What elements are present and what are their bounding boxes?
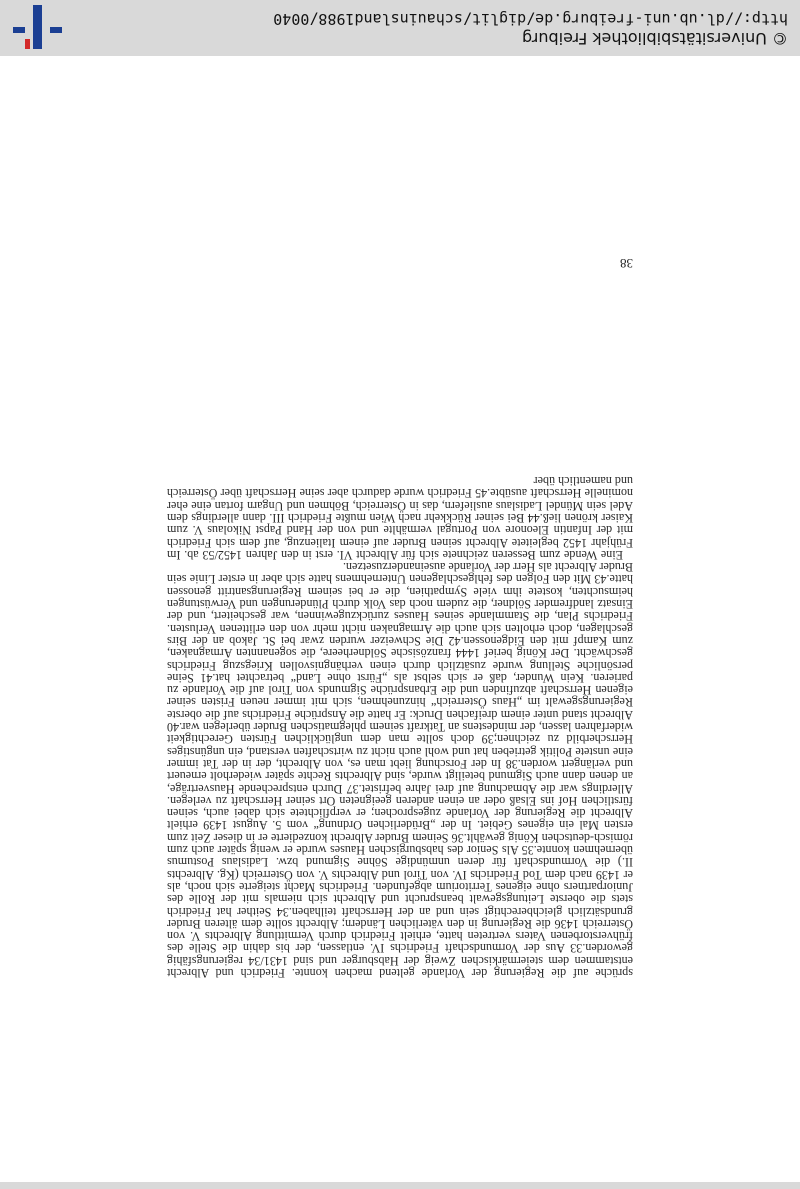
footer-credit: © Universitätsbibliothek Freiburg (521, 29, 788, 48)
paragraph: Eine Wende zum Besseren zeichnete sich für Albrecht VI. erst in den Jahren 1452/53 ab. Im Frühjahr 1452 begleitete Albrecht seinen Bruder auf einem Italienzug, auf dem sich Friedrich mit der Infantin Eleonore von Portugal vermählte und von der Hand Papst Nikolaus V. zum Kaiser krönen ließ.44 Bei seiner Rückkehr nach Wien mußte Friedrich III. dann allerdings dem Adel sein Mündel Ladislaus ausliefern, das in Österreich, Böhmen und Ungarn fortan eine eher nominelle Herrschaft ausübte.45 Friedrich wurde dadurch aber seine Herrschaft über Österreich und namentlich über (167, 474, 633, 562)
ub-freiburg-logo-icon (10, 5, 62, 49)
footer-url[interactable]: http://dl.ub.uni-freiburg.de/diglit/schauinsland1988/0040 (273, 10, 788, 28)
scan-edge (0, 1182, 800, 1189)
body-text (167, 475, 633, 979)
paragraph: sprüche auf die Regierung der Vorlande geltend machen konnte. Friedrich und Albrecht entstammen dem steiermärkischen Zweig der Habsburger und sind 1431/34 regierungsfähig geworden.33 Aus der Vormundschaft Friedrichs IV. entlassen, der bis dahin die Stelle des frühverstorbenen Vaters vertreten hatte, erhielt Friedrich durch Vermittlung Albrechts V. von Österreich 1436 die Regierung in den väterlichen Ländern; Albrecht sollte dem älteren Bruder grundsätzlich gleichberechtigt sein und an der Herrschaft teilhaben.34 Seither hat Friedrich stets die oberste Leitungsgewalt beansprucht und Albrecht sich niemals mit der Rolle des Juniorpartners ohne eigenes Territorium abgefunden. Friedrichs Macht steigerte sich noch, als er 1439 nach dem Tod Friedrichs IV. von Tirol und Albrechts V. von Österreich (Kg. Albrechts II.) die Vormundschaft für deren unmündige Söhne Sigmund bzw. Ladislaus Postumus übernehmen konnte.35 Als Senior des habsburgischen Hauses wurde er wenig später auch zum römisch-deutschen König gewählt.36 Seinem Bruder Albrecht konzedierte er in dieser Zeit zum ersten Mal ein eigenes Gebiet. In der „Brüderlichen Ordnung“ vom 5. August 1439 erhielt Albrecht die Regierung der Vorlande zugesprochen; er verpflichtete sich dabei auch, seinen fürstlichen Hof ins Elsaß oder an einen anderen geeigneten Ort seiner Herrschaft zu verlegen. Allerdings war die Abmachung auf drei Jahre befristet.37 Durch entsprechende Hausverträge, an denen dann auch Sigmund beteiligt wurde, sind Albrechts Rechte später wiederholt erneuert und verlängert worden.38 In der Forschung liebt man es, von Albrecht, der in der Tat immer eine unstete Politik getrieben hat und wohl auch nicht zu wirtschaften verstand, ein ungünstiges Herrscherbild zu zeichnen;39 doch sollte man dem unglücklichen Fürsten Gerechtigkeit widerfahren lassen, der mindestens an Tatkraft seinem phlegmatischen Bruder überlegen war.40 Albrecht stand unter einem dreifachen Druck: Er hatte die Ansprüche Friedrichs auf die oberste Regierungsgewalt im „Haus Österreich“ hinzunehmen, sich mit immer neuen Fristen seiner eigenen Herrschaft abzufinden und die Erbansprüche Sigmunds von Tirol auf die Vorlande zu parieren. Kein Wunder, daß er sich selbst als „Fürst ohne Land“ betrachtet hat.41 Seine persönliche Stellung wurde zusätzlich durch einen verhängnisvollen Kriegszug Friedrichs geschwächt. Der König berief 1444 französische Söldnerheere, die sogenannten Armagnaken, zum Kampf mit den Eidgenossen.42 Die Schweizer wurden zwar bei St. Jakob an der Birs geschlagen, doch erholten sich auch die Armagnaken nicht mehr von den erlittenen Verlusten. Friedrichs Plan, die Stammlande seines Hauses zurückzugewinnen, war gescheitert, und der Einsatz landfremder Söldner, die zudem noch das Volk durch Plünderungen und Verwüstungen heimsuchten, kostete ihm viele Sympathien, die er bei seinem Regierungsantritt genossen hatte.43 Mit den Folgen des fehlgeschlagenen Unternehmens hatte sich aber in erster Linie sein Bruder Albrecht als Herr der Vorlande auseinanderzusetzen. (167, 560, 633, 980)
page-number: 38 (620, 256, 633, 271)
